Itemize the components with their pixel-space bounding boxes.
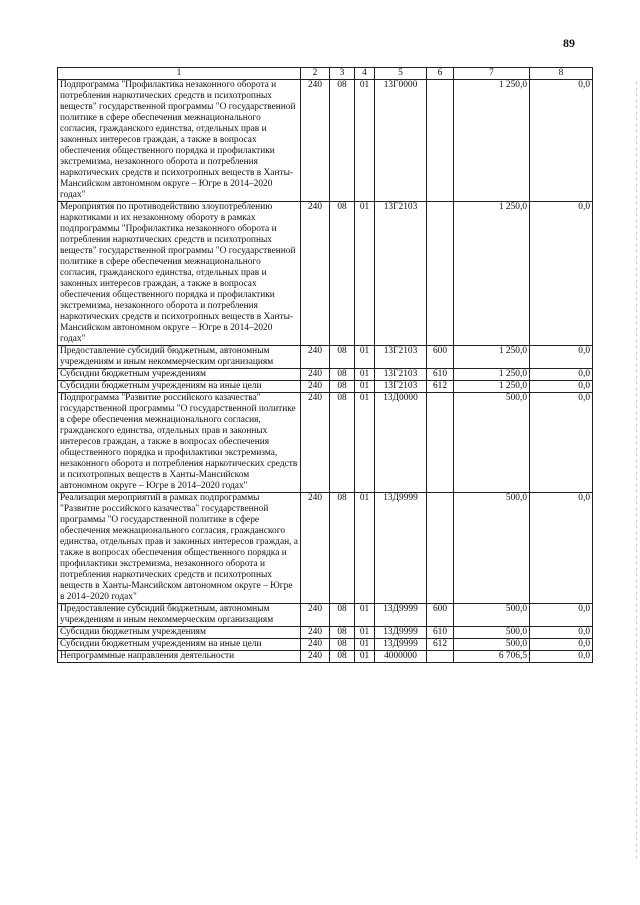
row-name-cell: Предоставление субсидий бюджетным, автономным учреждениям и иным некоммерческим организациям xyxy=(58,604,301,627)
code-target-cell: 13Г0000 xyxy=(375,80,427,202)
code-target-cell: 13Д9999 xyxy=(375,639,427,651)
code-expense-type-cell xyxy=(427,393,454,493)
code-target-cell: 13Г2103 xyxy=(375,202,427,346)
column-header: 8 xyxy=(530,68,593,80)
code-subsection-cell: 01 xyxy=(355,369,375,381)
code-expense-type-cell: 600 xyxy=(427,346,454,369)
code-section-cell: 08 xyxy=(330,651,355,663)
column-header: 5 xyxy=(375,68,427,80)
code-subsection-cell: 01 xyxy=(355,627,375,639)
code-target-cell: 4000000 xyxy=(375,651,427,663)
code-adm-cell: 240 xyxy=(301,604,330,627)
table-row xyxy=(58,627,593,639)
code-section-cell: 08 xyxy=(330,393,355,493)
amount-secondary-cell: 0,0 xyxy=(530,651,593,663)
code-target-cell: 13Г2103 xyxy=(375,369,427,381)
amount-cell: 1 250,0 xyxy=(454,80,530,202)
row-name-cell: Субсидии бюджетным учреждениям на иные цели xyxy=(58,639,301,651)
amount-cell: 500,0 xyxy=(454,639,530,651)
code-expense-type-cell: 612 xyxy=(427,381,454,393)
amount-cell: 1 250,0 xyxy=(454,369,530,381)
code-target-cell: 13Д0000 xyxy=(375,393,427,493)
code-expense-type-cell: 610 xyxy=(427,369,454,381)
row-name-cell: Мероприятия по противодействию злоупотреблению наркотиками и их незаконному обороту в рамках подпрограммы "Профилактика незаконного оборота и потребления наркотических средств и психотропных веществ" государственной программы "О государственной политике в сфере обеспечения межнационального согласия, гражданского единства, отдельных прав и законных интересов граждан, а также в вопросах обеспечения общественного порядка и профилактики экстремизма, незаконного оборота и потребления наркотических средств и психотропных веществ в Ханты-Мансийском автономном округе – Югре в 2014–2020 годах" xyxy=(58,202,301,346)
column-header: 4 xyxy=(355,68,375,80)
amount-secondary-cell: 0,0 xyxy=(530,369,593,381)
amount-secondary-cell: 0,0 xyxy=(530,202,593,346)
page-number: 89 xyxy=(563,36,575,50)
amount-secondary-cell: 0,0 xyxy=(530,80,593,202)
row-name-cell: Реализация мероприятий в рамках подпрограммы "Развитие российского казачества" государственной программы "О государственной политике в сфере обеспечения межнационального согласия, гражданского единства, отдельных прав и законных интересов граждан, а также в вопросах обеспечения общественного порядка и профилактики экстремизма, незаконного оборота и потребления наркотических средств и психотропных веществ в Ханты-Мансийском автономном округе – Югре в 2014–2020 годах" xyxy=(58,493,301,604)
code-subsection-cell: 01 xyxy=(355,651,375,663)
code-expense-type-cell xyxy=(427,202,454,346)
code-expense-type-cell xyxy=(427,651,454,663)
code-expense-type-cell: 610 xyxy=(427,627,454,639)
code-section-cell: 08 xyxy=(330,369,355,381)
amount-secondary-cell: 0,0 xyxy=(530,346,593,369)
row-name-cell: Субсидии бюджетным учреждениям xyxy=(58,627,301,639)
code-adm-cell: 240 xyxy=(301,202,330,346)
code-adm-cell: 240 xyxy=(301,651,330,663)
code-subsection-cell: 01 xyxy=(355,202,375,346)
code-section-cell: 08 xyxy=(330,381,355,393)
budget-table xyxy=(57,67,593,663)
row-name-cell: Подпрограмма "Профилактика незаконного оборота и потребления наркотических средств и психотропных веществ" государственной программы "О государственной политике в сфере обеспечения межнационального согласия, гражданского единства, отдельных прав и законных интересов граждан, а также в вопросах обеспечения общественного порядка и профилактики экстремизма, незаконного оборота и потребления наркотических средств и психотропных веществ в Ханты-Мансийском автономном округе – Югре в 2014–2020 годах" xyxy=(58,80,301,202)
code-section-cell: 08 xyxy=(330,493,355,604)
column-header: 3 xyxy=(330,68,355,80)
amount-cell: 1 250,0 xyxy=(454,381,530,393)
column-header: 6 xyxy=(427,68,454,80)
code-section-cell: 08 xyxy=(330,202,355,346)
table-row xyxy=(58,80,593,202)
table-body xyxy=(58,80,593,663)
amount-secondary-cell: 0,0 xyxy=(530,604,593,627)
code-adm-cell: 240 xyxy=(301,639,330,651)
code-target-cell: 13Д9999 xyxy=(375,493,427,604)
amount-secondary-cell: 0,0 xyxy=(530,627,593,639)
code-section-cell: 08 xyxy=(330,346,355,369)
code-subsection-cell: 01 xyxy=(355,604,375,627)
amount-secondary-cell: 0,0 xyxy=(530,493,593,604)
table-row xyxy=(58,381,593,393)
amount-cell: 500,0 xyxy=(454,393,530,493)
code-adm-cell: 240 xyxy=(301,369,330,381)
code-adm-cell: 240 xyxy=(301,393,330,493)
code-target-cell: 13Г2103 xyxy=(375,346,427,369)
table-header-row xyxy=(58,68,593,80)
code-adm-cell: 240 xyxy=(301,80,330,202)
row-name-cell: Подпрограмма "Развитие российского казачества" государственной программы "О государственной политике в сфере обеспечения межнационального согласия, гражданского единства, отдельных прав и законных интересов граждан, а также в вопросах обеспечения общественного порядка и профилактики экстремизма, незаконного оборота и потребления наркотических средств и психотропных веществ в Ханты-Мансийском автономном округе – Югре в 2014–2020 годах" xyxy=(58,393,301,493)
code-expense-type-cell xyxy=(427,493,454,604)
code-section-cell: 08 xyxy=(330,639,355,651)
table-row xyxy=(58,493,593,604)
code-subsection-cell: 01 xyxy=(355,639,375,651)
amount-cell: 6 706,5 xyxy=(454,651,530,663)
amount-cell: 1 250,0 xyxy=(454,202,530,346)
scan-edge-artifact xyxy=(635,80,638,860)
code-expense-type-cell: 612 xyxy=(427,639,454,651)
code-subsection-cell: 01 xyxy=(355,80,375,202)
amount-secondary-cell: 0,0 xyxy=(530,381,593,393)
code-adm-cell: 240 xyxy=(301,381,330,393)
row-name-cell: Предоставление субсидий бюджетным, автономным учреждениям и иным некоммерческим организациям xyxy=(58,346,301,369)
table-row xyxy=(58,393,593,493)
code-section-cell: 08 xyxy=(330,80,355,202)
table-row xyxy=(58,346,593,369)
code-subsection-cell: 01 xyxy=(355,381,375,393)
table-row xyxy=(58,604,593,627)
row-name-cell: Субсидии бюджетным учреждениям на иные цели xyxy=(58,381,301,393)
code-subsection-cell: 01 xyxy=(355,393,375,493)
code-subsection-cell: 01 xyxy=(355,493,375,604)
code-section-cell: 08 xyxy=(330,604,355,627)
table-row xyxy=(58,202,593,346)
amount-secondary-cell: 0,0 xyxy=(530,393,593,493)
code-expense-type-cell xyxy=(427,80,454,202)
row-name-cell: Субсидии бюджетным учреждениям xyxy=(58,369,301,381)
row-name-cell: Непрограммные направления деятельности xyxy=(58,651,301,663)
code-target-cell: 13Д9999 xyxy=(375,604,427,627)
amount-cell: 500,0 xyxy=(454,604,530,627)
amount-secondary-cell: 0,0 xyxy=(530,639,593,651)
column-header: 7 xyxy=(454,68,530,80)
code-expense-type-cell: 600 xyxy=(427,604,454,627)
amount-cell: 1 250,0 xyxy=(454,346,530,369)
code-target-cell: 13Г2103 xyxy=(375,381,427,393)
amount-cell: 500,0 xyxy=(454,493,530,604)
column-header: 1 xyxy=(58,68,301,80)
code-adm-cell: 240 xyxy=(301,346,330,369)
code-section-cell: 08 xyxy=(330,627,355,639)
table-row xyxy=(58,639,593,651)
table-row xyxy=(58,369,593,381)
code-adm-cell: 240 xyxy=(301,493,330,604)
column-header: 2 xyxy=(301,68,330,80)
table-row xyxy=(58,651,593,663)
code-target-cell: 13Д9999 xyxy=(375,627,427,639)
code-adm-cell: 240 xyxy=(301,627,330,639)
amount-cell: 500,0 xyxy=(454,627,530,639)
code-subsection-cell: 01 xyxy=(355,346,375,369)
